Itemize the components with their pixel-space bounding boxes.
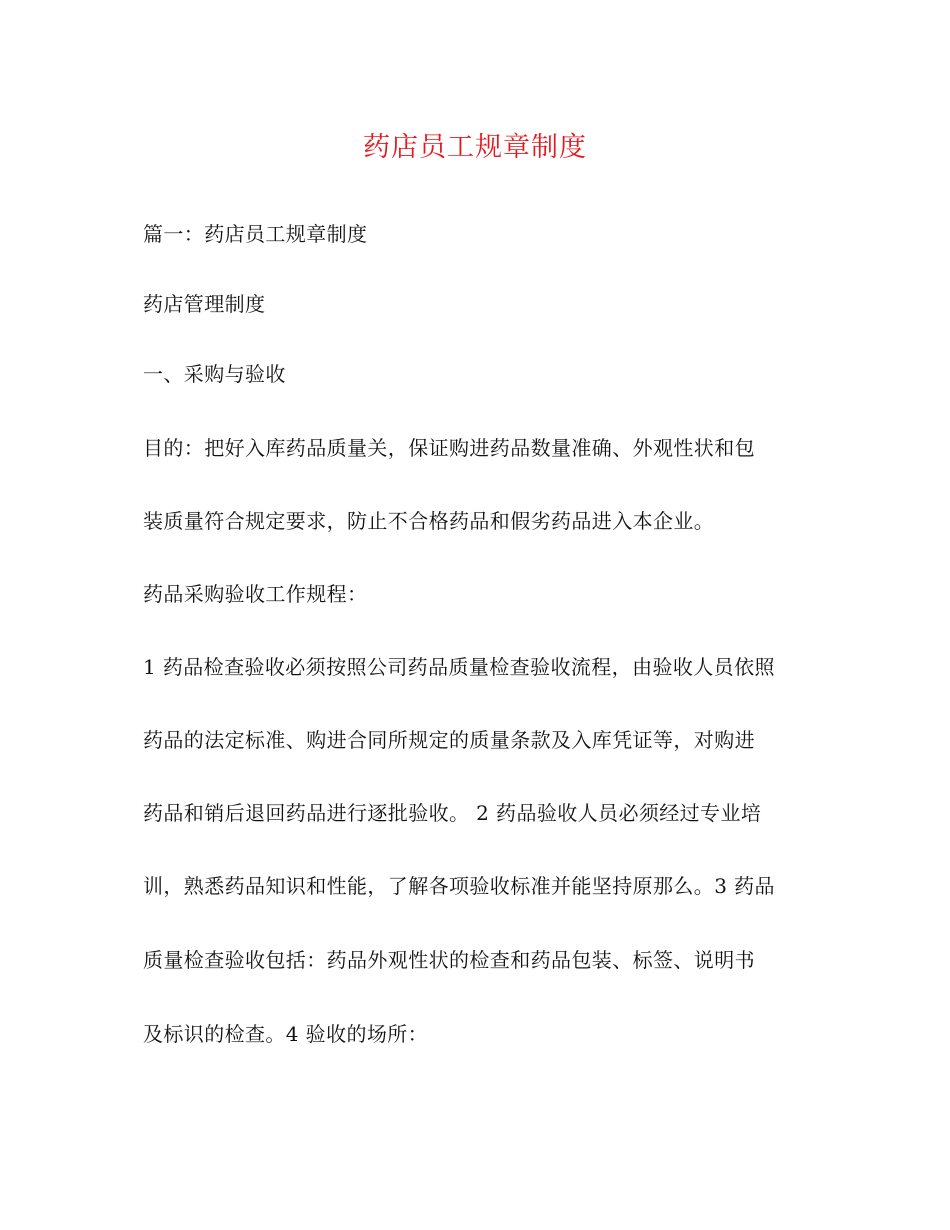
paragraph-line: 装质量符合规定要求，防止不合格药品和假劣药品进入本企业。 [143,509,715,533]
chapter-heading: 一、采购与验收 [143,362,286,386]
subsection-heading: 药店管理制度 [143,292,266,316]
paragraph-line: 药品的法定标准、购进合同所规定的质量条款及入库凭证等，对购进 [143,728,755,752]
document-title: 药店员工规章制度 [363,132,587,163]
paragraph-line: 质量检查验收包括：药品外观性状的检查和药品包装、标签、说明书 [143,948,755,972]
procedure-heading: 药品采购验收工作规程： [143,582,368,606]
paragraph-line: 药品和销后退回药品进行逐批验收。 2 药品验收人员必须经过专业培 [143,801,762,825]
paragraph-line: 1 药品检查验收必须按照公司药品质量检查验收流程，由验收人员依照 [143,655,775,679]
paragraph-line: 及标识的检查。4 验收的场所： [143,1022,429,1046]
section-heading: 篇一：药店员工规章制度 [143,222,368,246]
paragraph-line: 目的：把好入库药品质量关，保证购进药品数量准确、外观性状和包 [143,436,755,460]
paragraph-line: 训，熟悉药品知识和性能，了解各项验收标准并能坚持原那么。3 药品 [143,874,775,898]
